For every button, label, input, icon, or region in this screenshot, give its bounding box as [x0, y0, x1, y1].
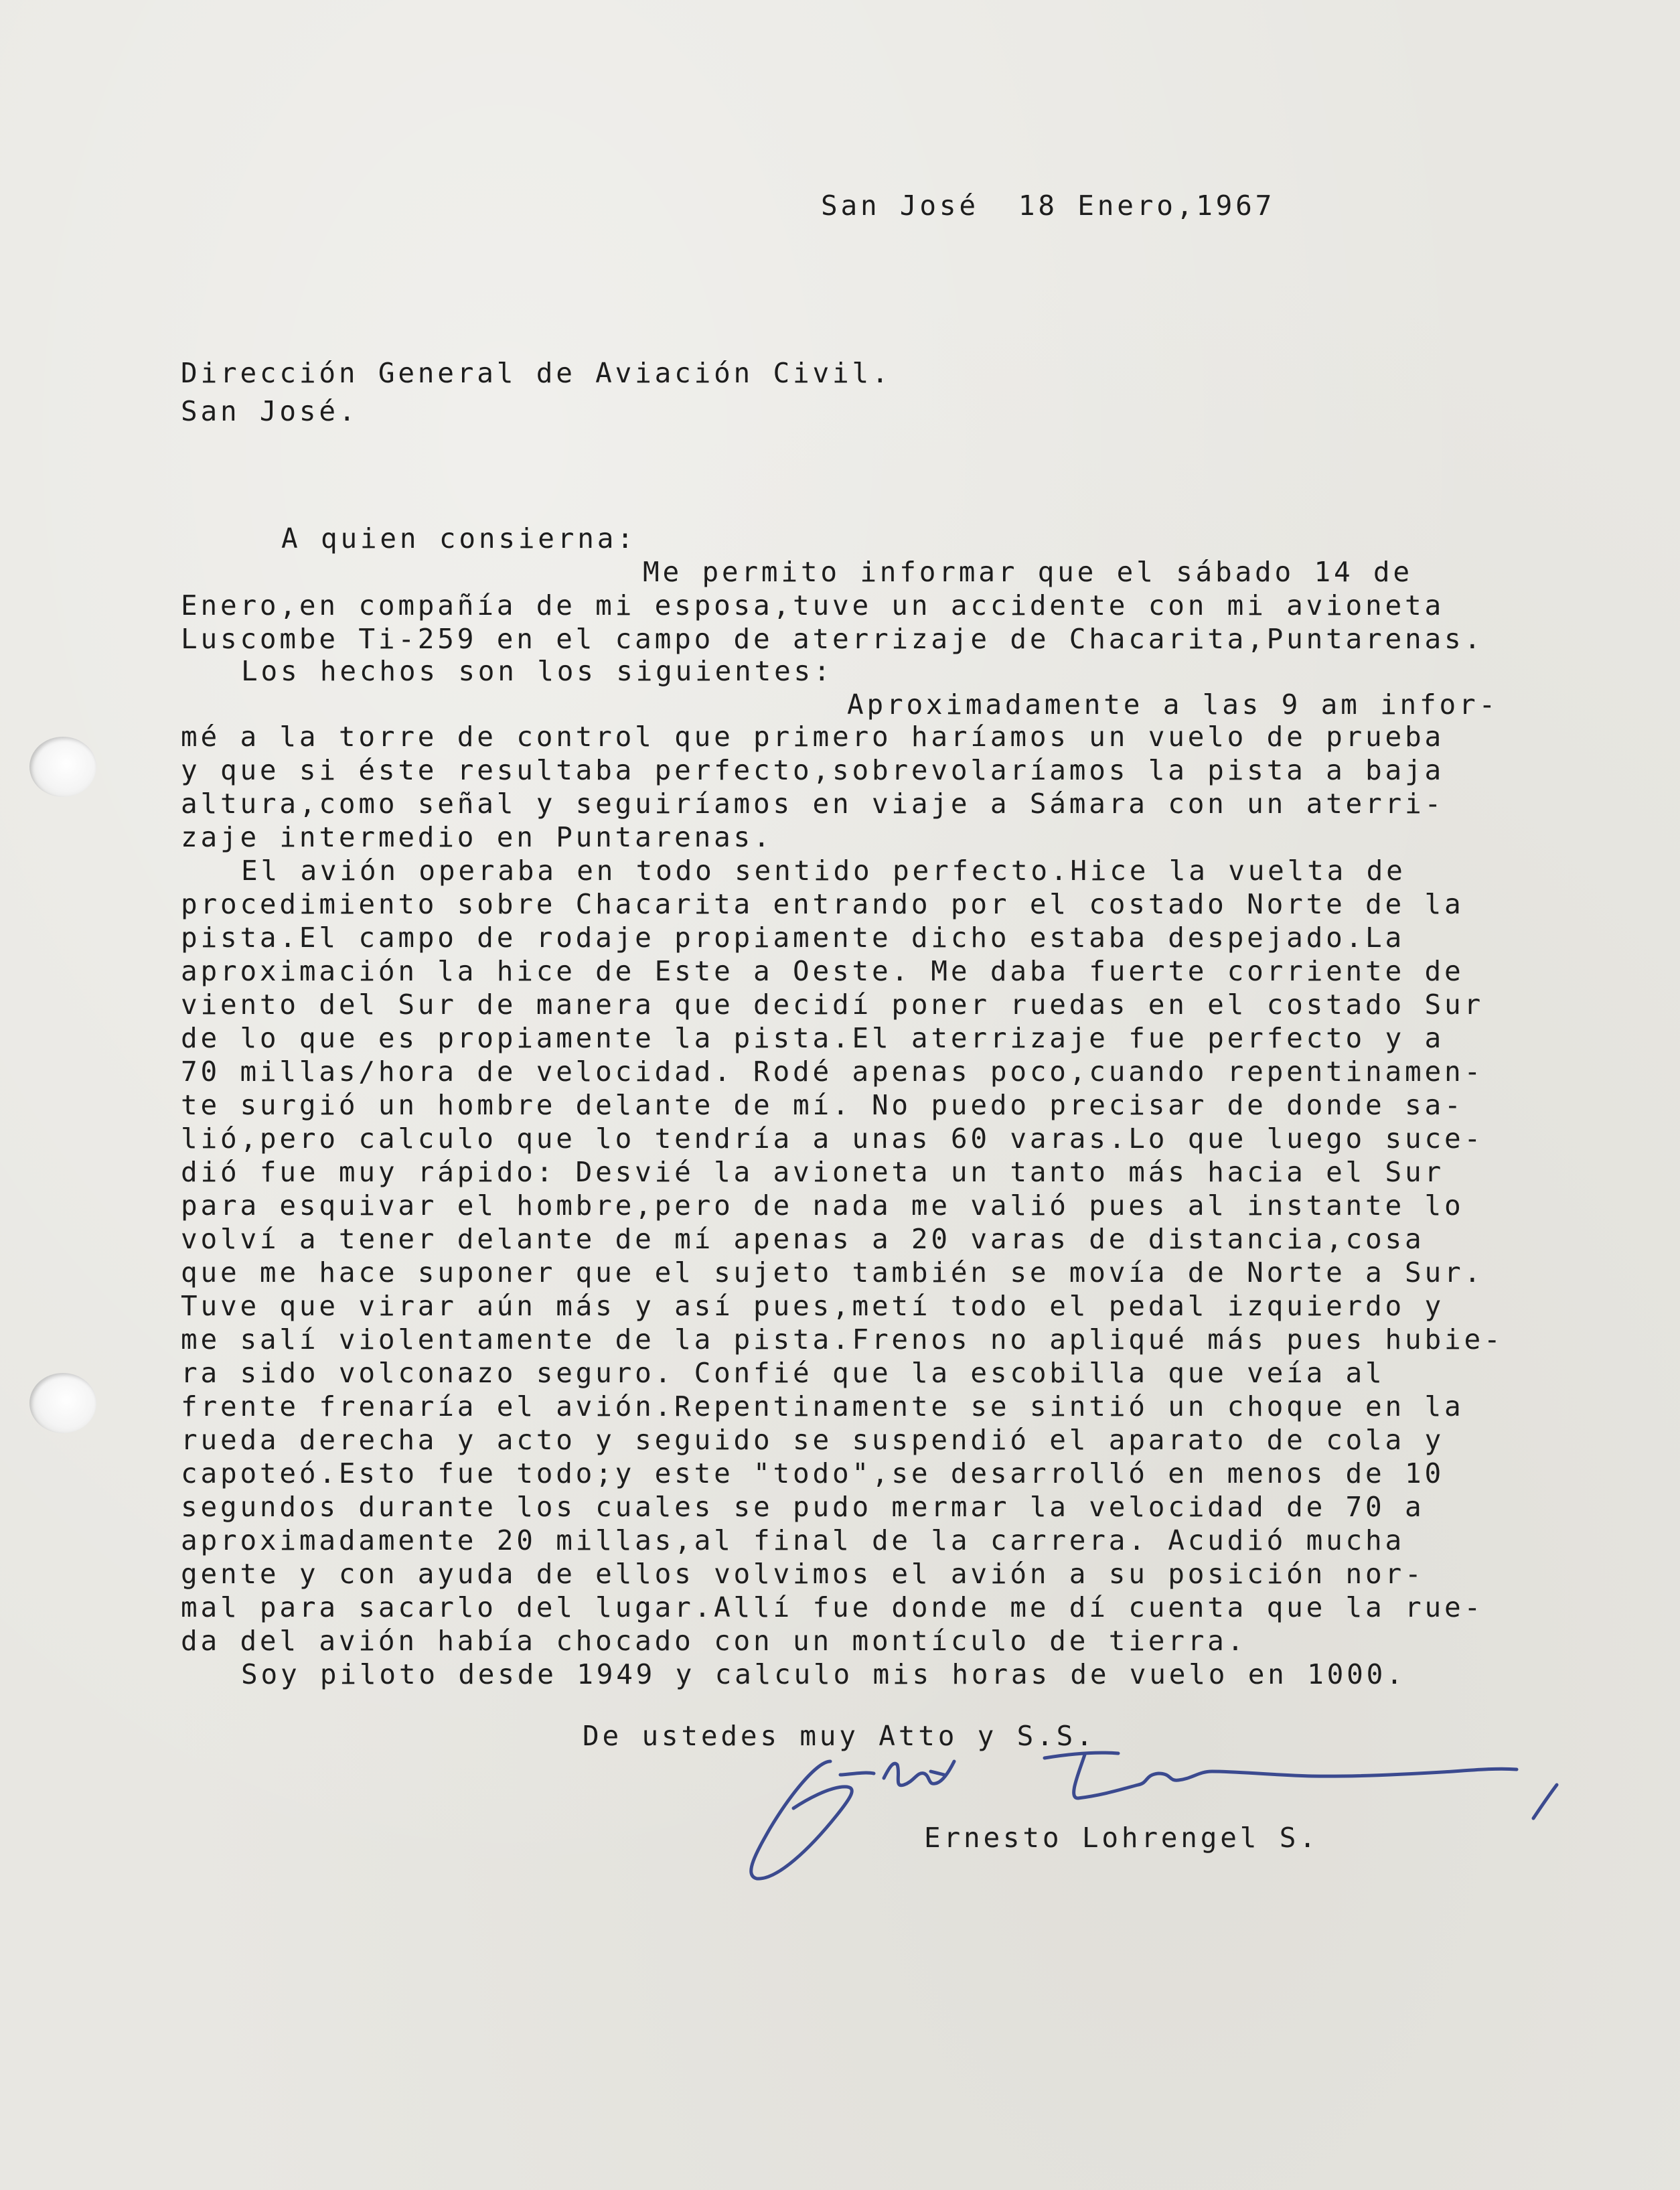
body-line: mé a la torre de control que primero haríamos un vuelo de prueba — [181, 721, 1444, 753]
body-line: Tuve que virar aún más y así pues,metí todo el pedal izquierdo y — [181, 1290, 1444, 1322]
body-line: capoteó.Esto fue todo;y este "todo",se desarrolló en menos de 10 — [181, 1457, 1444, 1489]
body-line: zaje intermedio en Puntarenas. — [181, 821, 773, 853]
body-line: Soy piloto desde 1949 y calculo mis horas de vuelo en 1000. — [241, 1658, 1406, 1690]
body-line: da del avión había chocado con un montículo de tierra. — [181, 1625, 1247, 1657]
body-line: segundos durante los cuales se pudo mermar la velocidad de 70 a — [181, 1491, 1425, 1523]
body-line: me salí violentamente de la pista.Frenos no apliqué más pues hubie- — [181, 1323, 1504, 1356]
body-line: dió fue muy rápido: Desvié la avioneta un tanto más hacia el Sur — [181, 1156, 1444, 1188]
body-line: procedimiento sobre Chacarita entrando por el costado Norte de la — [181, 888, 1464, 920]
body-line: Enero,en compañía de mi esposa,tuve un accidente con mi avioneta — [181, 589, 1444, 622]
body-line: 70 millas/hora de velocidad. Rodé apenas poco,cuando repentinamen- — [181, 1055, 1484, 1088]
body-line: te surgió un hombre delante de mí. No puedo precisar de donde sa- — [181, 1089, 1464, 1121]
body-line: ra sido volconazo seguro. Confié que la escobilla que veía al — [181, 1357, 1385, 1389]
body-line: Me permito informar que el sábado 14 de — [643, 556, 1413, 588]
body-line: Aproximadamente a las 9 am infor- — [847, 688, 1499, 721]
body-line: para esquivar el hombre,pero de nada me valió pues al instante lo — [181, 1189, 1464, 1222]
body-line: aproximación la hice de Este a Oeste. Me daba fuerte corriente de — [181, 955, 1464, 987]
body-line: aproximadamente 20 millas,al final de la carrera. Acudió mucha — [181, 1524, 1405, 1556]
body-line: y que si éste resultaba perfecto,sobrevolaríamos la pista a baja — [181, 754, 1444, 786]
handwritten-signature — [730, 1735, 1627, 1895]
body-line: de lo que es propiamente la pista.El aterrizaje fue perfecto y a — [181, 1022, 1444, 1054]
recipient-line-1: Dirección General de Aviación Civil. — [181, 357, 892, 389]
date-line: San José 18 Enero,1967 — [821, 190, 1276, 222]
body-line: El avión operaba en todo sentido perfecto.Hice la vuelta de — [241, 855, 1406, 887]
signer-name: Ernesto Lohrengel S. — [924, 1822, 1319, 1854]
punch-hole-bottom — [29, 1373, 96, 1433]
body-line: rueda derecha y acto y seguido se suspendió el aparato de cola y — [181, 1424, 1444, 1456]
closing: De ustedes muy Atto y S.S. — [583, 1720, 1096, 1752]
recipient-line-2: San José. — [181, 395, 359, 427]
body-line: mal para sacarlo del lugar.Allí fue donde me dí cuenta que la rue- — [181, 1591, 1484, 1623]
body-line: lió,pero calculo que lo tendría a unas 60 varas.Lo que luego suce- — [181, 1122, 1484, 1155]
body-line: Luscombe Ti-259 en el campo de aterrizaje de Chacarita,Puntarenas. — [181, 623, 1484, 655]
salutation: A quien consierna: — [281, 522, 637, 555]
body-line: Los hechos son los siguientes: — [241, 655, 834, 687]
body-line: que me hace suponer que el sujeto también se movía de Norte a Sur. — [181, 1256, 1484, 1289]
body-line: altura,como señal y seguiríamos en viaje a Sámara con un aterri- — [181, 788, 1444, 820]
body-line: gente y con ayuda de ellos volvimos el avión a su posición nor- — [181, 1558, 1425, 1590]
body-line: pista.El campo de rodaje propiamente dicho estaba despejado.La — [181, 922, 1405, 954]
punch-hole-top — [29, 737, 96, 797]
body-line: volví a tener delante de mí apenas a 20 varas de distancia,cosa — [181, 1223, 1425, 1255]
body-line: viento del Sur de manera que decidí poner ruedas en el costado Sur — [181, 989, 1484, 1021]
body-line: frente frenaría el avión.Repentinamente se sintió un choque en la — [181, 1390, 1464, 1422]
